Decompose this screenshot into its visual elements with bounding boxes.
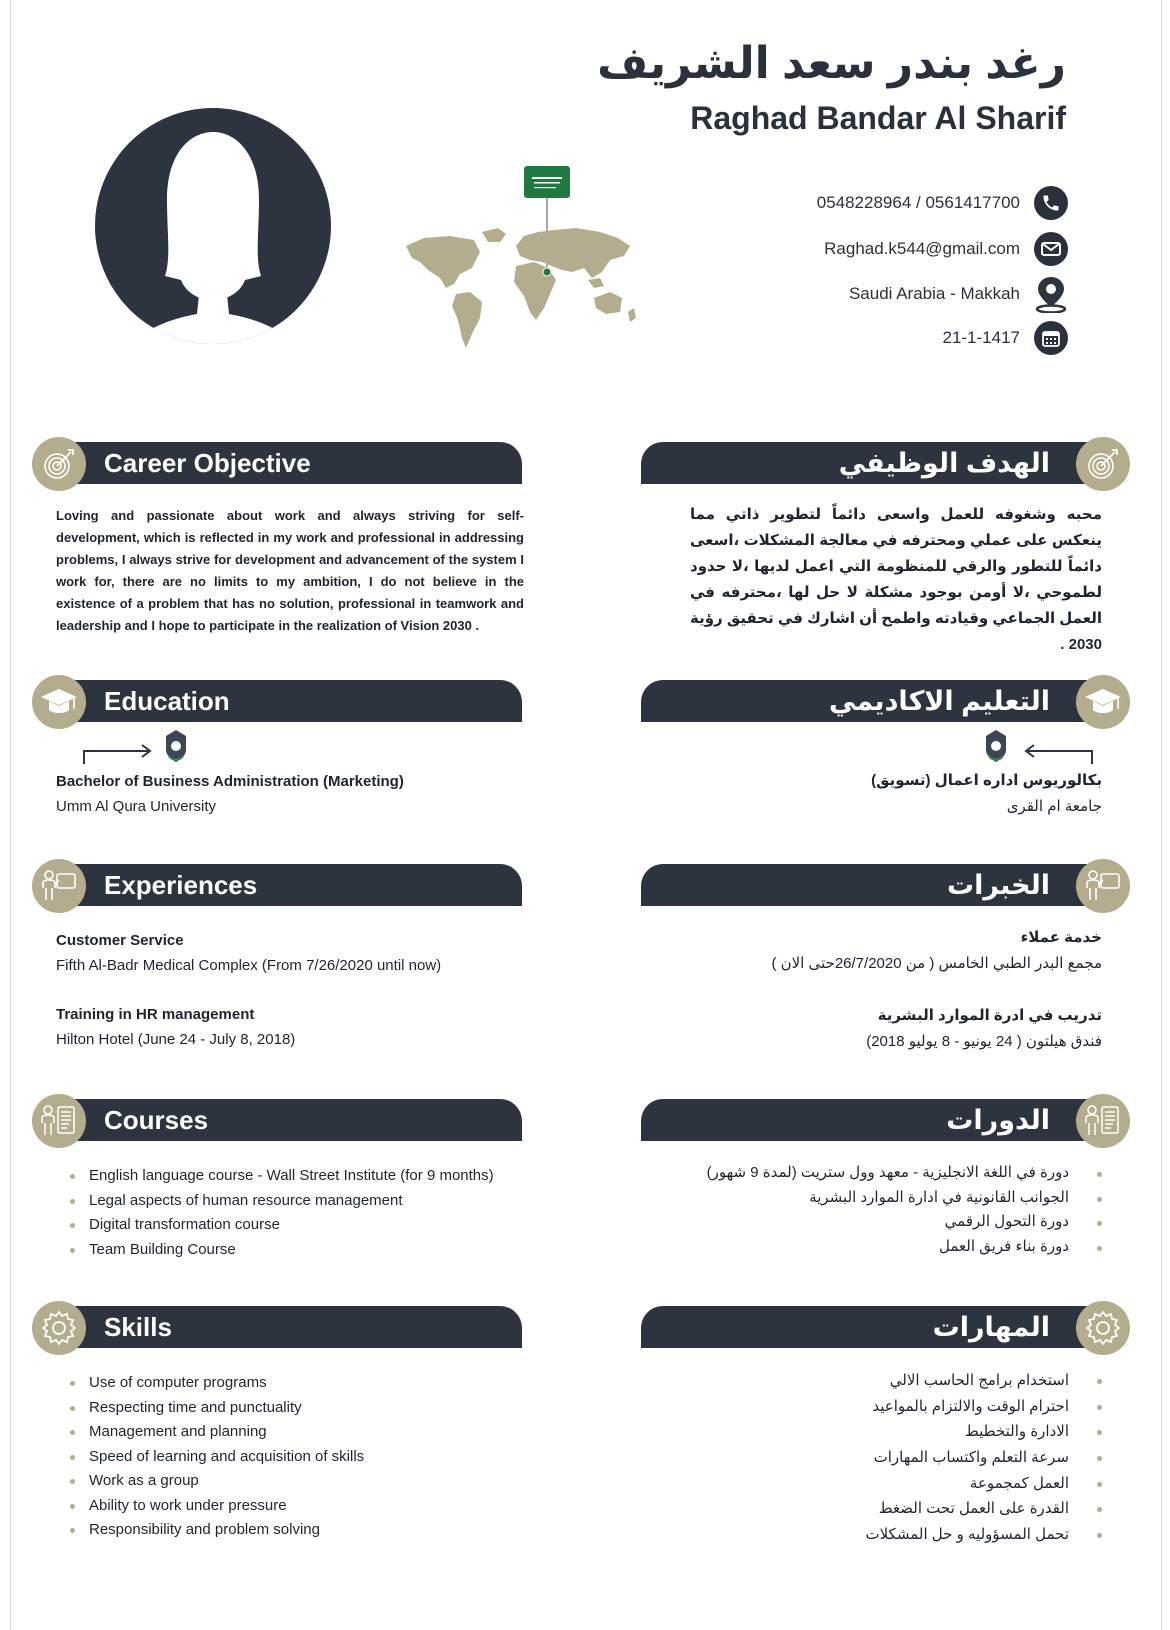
list-item: Ability to work under pressure — [70, 1494, 364, 1519]
location-pin-icon — [1034, 277, 1068, 311]
experience-place-1-en: Fifth Al-Badr Medical Complex (From 7/26/2020 until now) — [56, 957, 442, 974]
gear-icon — [1076, 1301, 1130, 1355]
world-map — [404, 162, 644, 362]
graduation-cap-icon — [32, 675, 86, 729]
list-item: دورة بناء فريق العمل — [707, 1235, 1102, 1260]
arrow-left-icon — [1022, 742, 1094, 766]
education-university-ar: جامعة ام القرى — [1006, 798, 1102, 815]
education-university-en: Umm Al Qura University — [56, 798, 217, 815]
experience-role-2-en: Training in HR management — [56, 1006, 255, 1023]
presenter-icon — [1076, 859, 1130, 913]
experiences-title-en: Experiences — [104, 869, 258, 900]
list-item: استخدام برامج الحاسب الالي — [865, 1368, 1102, 1394]
skills-title-en: Skills — [104, 1311, 172, 1342]
skills-header-ar — [641, 1306, 1110, 1348]
list-item: Team Building Course — [70, 1238, 494, 1263]
location-text: Saudi Arabia - Makkah — [848, 284, 1020, 303]
experience-role-1-en: Customer Service — [56, 932, 184, 949]
education-degree-en: Bachelor of Business Administration (Marketing) — [56, 773, 404, 790]
education-title-en: Education — [104, 685, 230, 716]
courses-list-ar — [707, 1161, 1102, 1259]
university-logo-icon — [163, 728, 189, 764]
experience-role-2-ar: تدريب في ادرة الموارد البشرية — [877, 1007, 1102, 1024]
avatar — [95, 108, 331, 344]
contact-phone — [817, 186, 1068, 220]
experience-role-1-ar: خدمة عملاء — [1020, 929, 1102, 946]
graduation-cap-icon — [1076, 675, 1130, 729]
experience-place-2-ar: فندق هيلتون ( 24 يونيو - 8 يوليو 2018) — [866, 1033, 1102, 1050]
contact-birthdate — [942, 321, 1068, 355]
list-item: Legal aspects of human resource management — [70, 1189, 494, 1214]
target-icon — [1076, 437, 1130, 491]
list-item: Work as a group — [70, 1469, 364, 1494]
target-icon — [32, 437, 86, 491]
list-item: دورة التحول الرقمي — [707, 1210, 1102, 1235]
career-objective-header-en — [58, 442, 522, 484]
career-objective-text-en: Loving and passionate about work and always striving for self-development, which is reflected in my work and professional in addressing problems, I always strive for development and advancement of the system I work for, there are no limits to my ambition, I do not believe in the existence of a problem that has no solution, professional in teamwork and leadership and I hope to participate in the realization of Vision 2030 . — [56, 508, 524, 633]
gear-icon — [32, 1301, 86, 1355]
list-item: القدرة على العمل تحت الضغط — [865, 1496, 1102, 1522]
experiences-title-ar: الخبرات — [946, 869, 1050, 900]
courses-list-en — [70, 1164, 494, 1262]
career-objective-title-ar: الهدف الوظيفي — [838, 447, 1050, 478]
skills-list-ar — [865, 1368, 1102, 1548]
experiences-header-ar — [641, 864, 1110, 906]
skills-header-en — [58, 1306, 522, 1348]
list-item: Management and planning — [70, 1420, 364, 1445]
phone-icon — [1034, 186, 1068, 220]
list-item: Digital transformation course — [70, 1213, 494, 1238]
skills-list-en — [70, 1371, 364, 1543]
list-item: Respecting time and punctuality — [70, 1396, 364, 1421]
birthdate-text: 21-1-1417 — [942, 328, 1020, 347]
courses-title-ar: الدورات — [946, 1104, 1050, 1135]
career-objective-text-ar: محبه وشغوفه للعمل واسعى دائماً لتطوير ذاتي مما ينعكس على عملي ومحترفه في معالجة المشكلات ،اسعى دائماً للتطور والرقي للمنظومة التي اعمل لديها ،لا حدود لطموحي ،لا أومن بوجود مشكلة لا حل لها ،محترفه في العمل الجماعي وقيادته واطمح أن اشارك في تحقيق رؤية 2030 . — [690, 506, 1102, 653]
education-title-ar: التعليم الاكاديمي — [829, 685, 1050, 716]
list-item: English language course - Wall Street Institute (for 9 months) — [70, 1164, 494, 1189]
university-logo-icon — [983, 728, 1009, 764]
education-header-ar — [641, 680, 1110, 722]
list-item: دورة في اللغة الانجليزية - معهد وول ستريت (لمدة 9 شهور) — [707, 1161, 1102, 1186]
experiences-header-en — [58, 864, 522, 906]
contact-location — [849, 277, 1068, 311]
list-item: سرعة التعلم واكتساب المهارات — [865, 1445, 1102, 1471]
list-item: احترام الوقت والالتزام بالمواعيد — [865, 1394, 1102, 1420]
email-text: Raghad.k544@gmail.com — [824, 239, 1020, 258]
list-item: الادارة والتخطيط — [865, 1419, 1102, 1445]
saudi-flag — [524, 166, 570, 198]
list-item: الجوانب القانونية في ادارة الموارد البشرية — [707, 1186, 1102, 1211]
list-item: Speed of learning and acquisition of skills — [70, 1445, 364, 1470]
education-header-en — [58, 680, 522, 722]
career-objective-header-ar — [641, 442, 1110, 484]
certificate-icon — [32, 1094, 86, 1148]
courses-title-en: Courses — [104, 1104, 209, 1135]
presenter-icon — [32, 859, 86, 913]
name-arabic: رغد بندر سعد الشريف — [597, 39, 1066, 88]
list-item: Use of computer programs — [70, 1371, 364, 1396]
skills-title-ar: المهارات — [932, 1311, 1050, 1342]
list-item: العمل كمجموعة — [865, 1471, 1102, 1497]
courses-header-en — [58, 1099, 522, 1141]
name-english: Raghad Bandar Al Sharif — [690, 100, 1066, 136]
experience-place-2-en: Hilton Hotel (June 24 - July 8, 2018) — [56, 1031, 296, 1048]
email-icon — [1034, 232, 1068, 266]
career-objective-title-en: Career Objective — [104, 447, 311, 478]
contact-email — [824, 232, 1068, 266]
calendar-icon — [1034, 321, 1068, 355]
list-item: Responsibility and problem solving — [70, 1518, 364, 1543]
courses-header-ar — [641, 1099, 1110, 1141]
phone-text: 0548228964 / 0561417700 — [816, 193, 1020, 212]
education-degree-ar: بكالوريوس اداره اعمال (تسويق) — [871, 772, 1102, 789]
list-item: تحمل المسؤوليه و حل المشكلات — [865, 1522, 1102, 1548]
arrow-right-icon — [82, 742, 154, 766]
certificate-icon — [1076, 1094, 1130, 1148]
experience-place-1-ar: مجمع البدر الطبي الخامس ( من 26/7/2020حتى الان ) — [771, 955, 1102, 972]
